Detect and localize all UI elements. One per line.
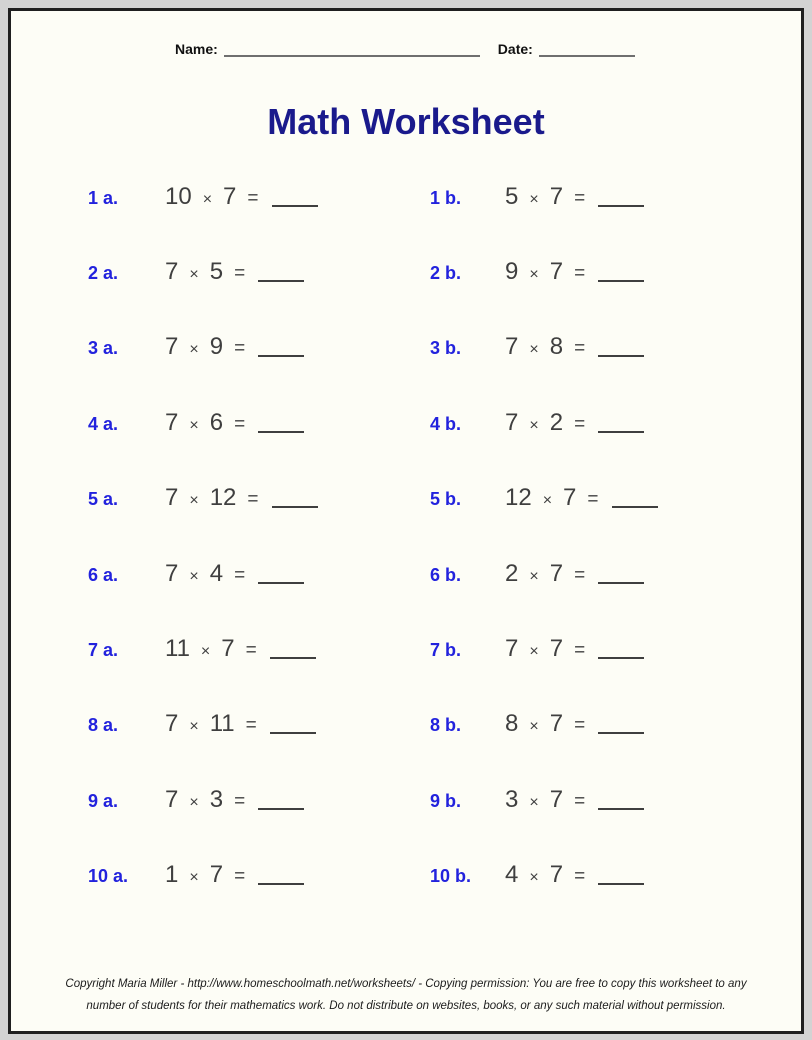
problem-expression: [165, 786, 304, 814]
date-blank-line: [539, 41, 635, 57]
answer-blank: [612, 506, 658, 508]
factor-1: 10: [165, 182, 192, 210]
problem-cell-b: [430, 786, 644, 814]
equals-sign: =: [574, 790, 586, 812]
multiply-icon: ×: [189, 718, 199, 736]
answer-blank: [272, 205, 318, 207]
multiply-icon: ×: [189, 793, 199, 811]
equals-sign: =: [247, 187, 259, 209]
factor-2: 7: [549, 559, 564, 587]
problem-cell-a: [88, 635, 316, 663]
problem-row: [11, 611, 801, 686]
answer-blank: [598, 355, 644, 357]
problem-row: [11, 234, 801, 309]
equals-sign: =: [574, 187, 586, 209]
factor-2: 7: [549, 710, 564, 738]
worksheet-page: [8, 8, 804, 1034]
factor-2: 11: [209, 710, 235, 738]
answer-blank: [598, 280, 644, 282]
multiply-icon: ×: [529, 341, 539, 359]
date-label: Date:: [497, 41, 533, 57]
problem-cell-b: [430, 560, 644, 588]
problem-expression: [505, 560, 644, 588]
problem-label: 10 b.: [430, 866, 472, 887]
factor-2: 2: [549, 408, 564, 436]
worksheet-header: [175, 35, 671, 57]
multiply-icon: ×: [529, 793, 539, 811]
problem-expression: [505, 409, 644, 437]
factor-1: 12: [505, 484, 532, 512]
factor-1: 7: [165, 333, 179, 361]
problem-expression: [505, 333, 644, 361]
multiply-icon: ×: [529, 869, 539, 887]
page-title: Math Worksheet: [267, 101, 545, 142]
copyright-line-1: Copyright Maria Miller - http://www.homeschoolmath.net/worksheets/ - Copying permission: You are free to copy this worksheet to any: [65, 978, 747, 990]
problem-label: 4 a.: [88, 413, 119, 434]
problem-label: 5 a.: [88, 489, 119, 510]
equals-sign: =: [574, 640, 586, 662]
factor-2: 3: [209, 785, 224, 813]
problem-cell-b: [430, 258, 644, 286]
factor-1: 7: [165, 484, 179, 512]
factor-2: 7: [563, 484, 577, 512]
problem-cell-a: [88, 183, 318, 211]
problems-list: [11, 159, 801, 913]
name-blank-line: [224, 41, 480, 57]
problem-cell-a: [88, 409, 304, 437]
factor-2: 9: [209, 333, 224, 361]
problem-cell-a: [88, 861, 304, 889]
factor-1: 2: [505, 559, 519, 587]
problem-label: 5 b.: [430, 489, 462, 510]
problem-expression: [165, 258, 304, 286]
problem-expression: [165, 333, 304, 361]
equals-sign: =: [574, 338, 586, 360]
problem-label: 4 b.: [430, 413, 462, 434]
answer-blank: [258, 582, 304, 584]
equals-sign: =: [574, 715, 586, 737]
factor-1: 11: [165, 635, 190, 663]
problem-label: 6 b.: [430, 564, 462, 585]
factor-1: 7: [165, 710, 179, 738]
problem-expression: [505, 635, 644, 663]
multiply-icon: ×: [542, 492, 553, 510]
problem-cell-a: [88, 484, 318, 512]
multiply-icon: ×: [200, 643, 211, 661]
factor-1: 7: [505, 333, 519, 361]
problem-expression: [505, 484, 658, 512]
multiply-icon: ×: [529, 643, 539, 661]
equals-sign: =: [574, 263, 586, 285]
factor-2: 7: [549, 785, 564, 813]
factor-2: 7: [221, 635, 235, 663]
factor-2: 7: [549, 258, 564, 286]
problem-label: 1 b.: [430, 187, 462, 208]
answer-blank: [272, 506, 318, 508]
answer-blank: [258, 355, 304, 357]
factor-1: 7: [165, 408, 179, 436]
answer-blank: [258, 883, 304, 885]
problem-label: 7 a.: [88, 640, 119, 661]
factor-1: 7: [165, 559, 179, 587]
problem-row: [11, 838, 801, 913]
factor-2: 8: [549, 333, 564, 361]
equals-sign: =: [587, 489, 599, 511]
answer-blank: [598, 732, 644, 734]
problem-label: 8 b.: [430, 715, 462, 736]
problem-expression: [165, 484, 318, 512]
problem-label: 6 a.: [88, 564, 119, 585]
equals-sign: =: [245, 640, 257, 662]
problem-row: [11, 536, 801, 611]
factor-2: 5: [209, 258, 224, 286]
factor-1: 1: [165, 861, 179, 889]
answer-blank: [598, 582, 644, 584]
factor-1: 5: [505, 182, 519, 210]
factor-1: 3: [505, 785, 519, 813]
problem-expression: [165, 560, 304, 588]
problem-expression: [505, 710, 644, 738]
answer-blank: [258, 280, 304, 282]
problem-cell-a: [88, 333, 304, 361]
problem-label: 9 a.: [88, 790, 119, 811]
equals-sign: =: [234, 263, 246, 285]
problem-expression: [165, 183, 318, 211]
name-label: Name:: [175, 41, 218, 57]
problem-label: 2 b.: [430, 263, 462, 284]
problem-label: 2 a.: [88, 263, 119, 284]
equals-sign: =: [245, 715, 257, 737]
answer-blank: [258, 431, 304, 433]
problem-label: 3 a.: [88, 338, 119, 359]
problem-cell-b: [430, 861, 644, 889]
problem-row: [11, 310, 801, 385]
multiply-icon: ×: [529, 190, 539, 208]
problem-row: [11, 385, 801, 460]
problem-label: 7 b.: [430, 640, 462, 661]
problem-cell-b: [430, 333, 644, 361]
problem-expression: [165, 409, 304, 437]
answer-blank: [270, 657, 316, 659]
problem-expression: [165, 710, 316, 738]
problem-cell-b: [430, 484, 658, 512]
problem-expression: [505, 183, 644, 211]
problem-expression: [505, 861, 644, 889]
factor-1: 7: [165, 785, 179, 813]
answer-blank: [258, 808, 304, 810]
factor-1: 7: [165, 258, 179, 286]
multiply-icon: ×: [189, 266, 199, 284]
problem-expression: [505, 258, 644, 286]
factor-2: 7: [549, 182, 564, 210]
multiply-icon: ×: [529, 266, 539, 284]
equals-sign: =: [234, 413, 246, 435]
problem-cell-b: [430, 409, 644, 437]
problem-row: [11, 762, 801, 837]
equals-sign: =: [234, 790, 246, 812]
problem-cell-b: [430, 183, 644, 211]
multiply-icon: ×: [189, 416, 199, 434]
problem-cell-a: [88, 258, 304, 286]
multiply-icon: ×: [529, 718, 539, 736]
problem-cell-a: [88, 560, 304, 588]
answer-blank: [270, 732, 316, 734]
factor-2: 7: [223, 182, 237, 210]
equals-sign: =: [234, 866, 246, 888]
multiply-icon: ×: [529, 567, 539, 585]
factor-2: 12: [209, 484, 237, 512]
answer-blank: [598, 431, 644, 433]
answer-blank: [598, 205, 644, 207]
multiply-icon: ×: [189, 869, 199, 887]
equals-sign: =: [574, 866, 586, 888]
problem-row: [11, 687, 801, 762]
factor-1: 9: [505, 258, 519, 286]
equals-sign: =: [234, 564, 246, 586]
problem-row: [11, 461, 801, 536]
equals-sign: =: [574, 564, 586, 586]
answer-blank: [598, 657, 644, 659]
problem-cell-a: [88, 786, 304, 814]
problem-expression: [505, 786, 644, 814]
factor-2: 7: [209, 861, 224, 889]
factor-1: 7: [505, 635, 519, 663]
problem-expression: [165, 861, 304, 889]
problem-cell-b: [430, 635, 644, 663]
multiply-icon: ×: [189, 567, 199, 585]
equals-sign: =: [574, 413, 586, 435]
answer-blank: [598, 883, 644, 885]
multiply-icon: ×: [189, 341, 199, 359]
factor-1: 7: [505, 408, 519, 436]
problem-row: [11, 159, 801, 234]
problem-cell-b: [430, 710, 644, 738]
factor-2: 4: [209, 559, 224, 587]
factor-2: 7: [549, 861, 564, 889]
copyright-footer: [11, 973, 801, 1017]
factor-2: 6: [209, 408, 224, 436]
problem-label: 8 a.: [88, 715, 119, 736]
factor-1: 4: [505, 861, 519, 889]
answer-blank: [598, 808, 644, 810]
problem-label: 1 a.: [88, 187, 119, 208]
copyright-line-2: number of students for their mathematics work. Do not distribute on websites, books, or any such material without permission.: [86, 1000, 726, 1012]
equals-sign: =: [247, 489, 259, 511]
problem-label: 9 b.: [430, 790, 462, 811]
multiply-icon: ×: [529, 416, 539, 434]
problem-cell-a: [88, 710, 316, 738]
problem-label: 3 b.: [430, 338, 462, 359]
multiply-icon: ×: [189, 492, 199, 510]
factor-2: 7: [549, 635, 564, 663]
multiply-icon: ×: [202, 190, 213, 208]
equals-sign: =: [234, 338, 246, 360]
problem-label: 10 a.: [88, 866, 129, 887]
problem-expression: [165, 635, 316, 663]
factor-1: 8: [505, 710, 519, 738]
